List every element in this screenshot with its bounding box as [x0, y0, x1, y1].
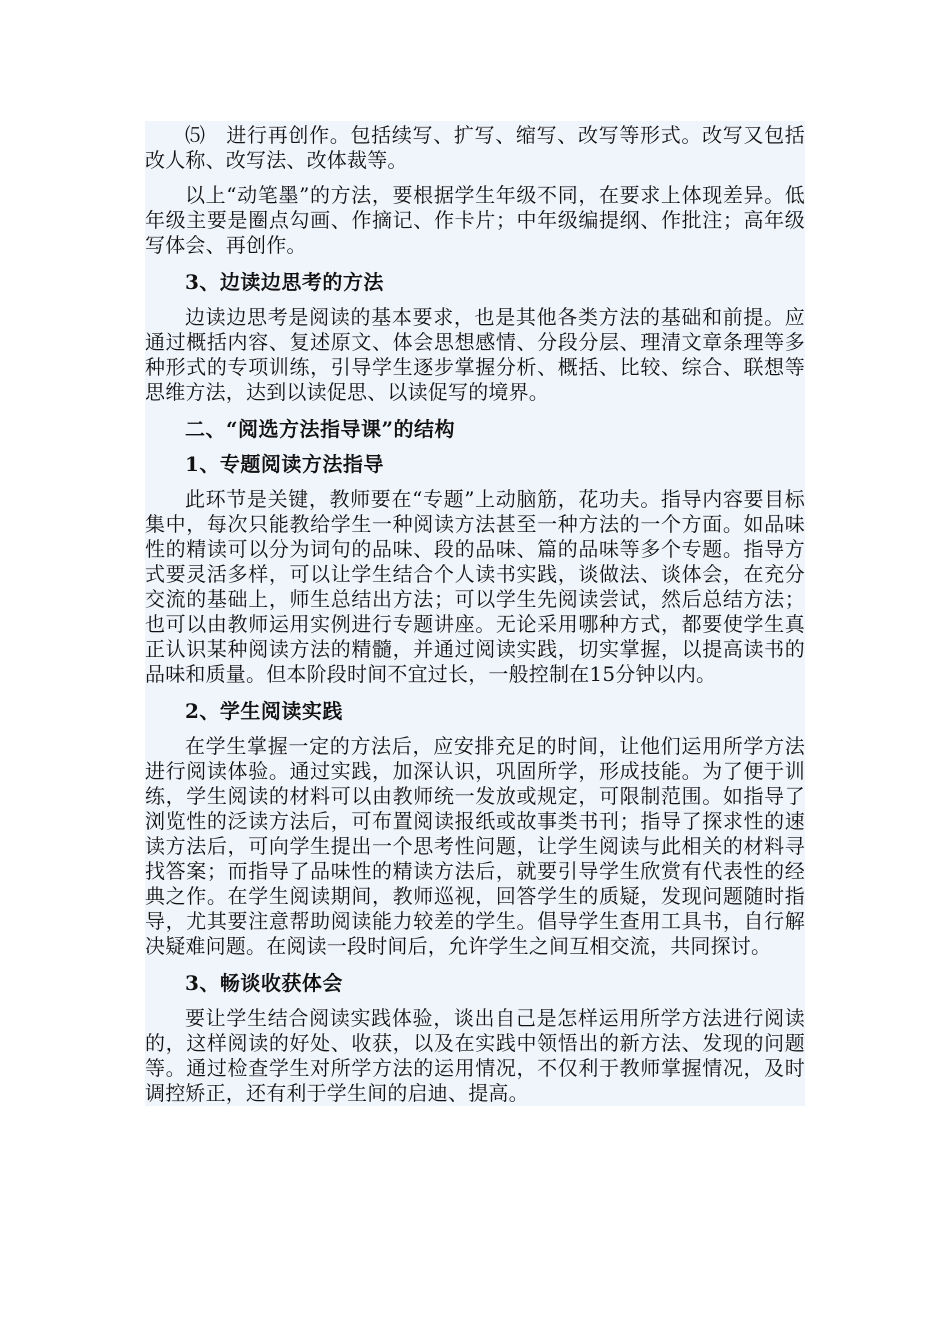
paragraph-topic-guidance: 此环节是关键，教师要在“专题”上动脑筋，花功夫。指导内容要目标集中，每次只能教给学生一种阅读方法甚至一种方法的一个方面。如品味性的精读可以分为词句的品味、段的品味、篇的品味等多个专题。指导方式要灵活多样，可以让学生结合个人读书实践，谈做法、谈体会，在充分交流的基础上，师生总结出方法；可以学生先阅读尝试，然后总结方法；也可以由教师运用实例进行专题讲座。无论采用哪种方式，都要使学生真正认识某种阅读方法的精髓，并通过阅读实践，切实掌握，以提高读书的品味和质量。但本阶段时间不宜过长，一般控制在15分钟以内。 [145, 487, 805, 686]
heading-read-and-think: 3、边读边思考的方法 [185, 270, 384, 294]
heading-topic-guidance: 1、专题阅读方法指导 [185, 452, 384, 476]
paragraph-grade-differences: 以上“动笔墨”的方法，要根据学生年级不同，在要求上体现差异。低年级主要是圈点勾画、作摘记、作卡片；中年级编提纲、作批注；高年级写体会、再创作。 [145, 183, 805, 257]
paragraph-read-and-think: 边读边思考是阅读的基本要求，也是其他各类方法的基础和前提。应通过概括内容、复述原文、体会思想感情、分段分层、理清文章条理等多种形式的专项训练，引导学生逐步掌握分析、概括、比较、综合、联想等思维方法，达到以读促思、以读促写的境界。 [145, 305, 805, 404]
heading-lesson-structure: 二、“阅选方法指导课”的结构 [185, 417, 456, 441]
document-body [145, 121, 805, 1106]
heading-share-gains: 3、畅谈收获体会 [185, 971, 343, 995]
paragraph-reading-practice: 在学生掌握一定的方法后，应安排充足的时间，让他们运用所学方法进行阅读体验。通过实践，加深认识，巩固所学，形成技能。为了便于训练，学生阅读的材料可以由教师统一发放或规定，可限制范围。如指导了浏览性的泛读方法后，可布置阅读报纸或故事类书刊；指导了探求性的速读方法后，可向学生提出一个思考性问题，让学生阅读与此相关的材料寻找答案；而指导了品味性的精读方法后，就要引导学生欣赏有代表性的经典之作。在学生阅读期间，教师巡视，回答学生的质疑，发现问题随时指导，尤其要注意帮助阅读能力较差的学生。倡导学生查用工具书，自行解决疑难问题。在阅读一段时间后，允许学生之间互相交流，共同探讨。 [145, 734, 805, 958]
paragraph-rewriting: ⑸ 进行再创作。包括续写、扩写、缩写、改写等形式。改写又包括改人称、改写法、改体裁等。 [145, 123, 805, 172]
paragraph-share-gains: 要让学生结合阅读实践体验，谈出自己是怎样运用所学方法进行阅读的，这样阅读的好处、收获，以及在实践中领悟出的新方法、发现的问题等。通过检查学生对所学方法的运用情况，不仅利于教师掌握情况，及时调控矫正，还有利于学生间的启迪、提高。 [145, 1006, 805, 1105]
heading-reading-practice: 2、学生阅读实践 [185, 699, 343, 723]
